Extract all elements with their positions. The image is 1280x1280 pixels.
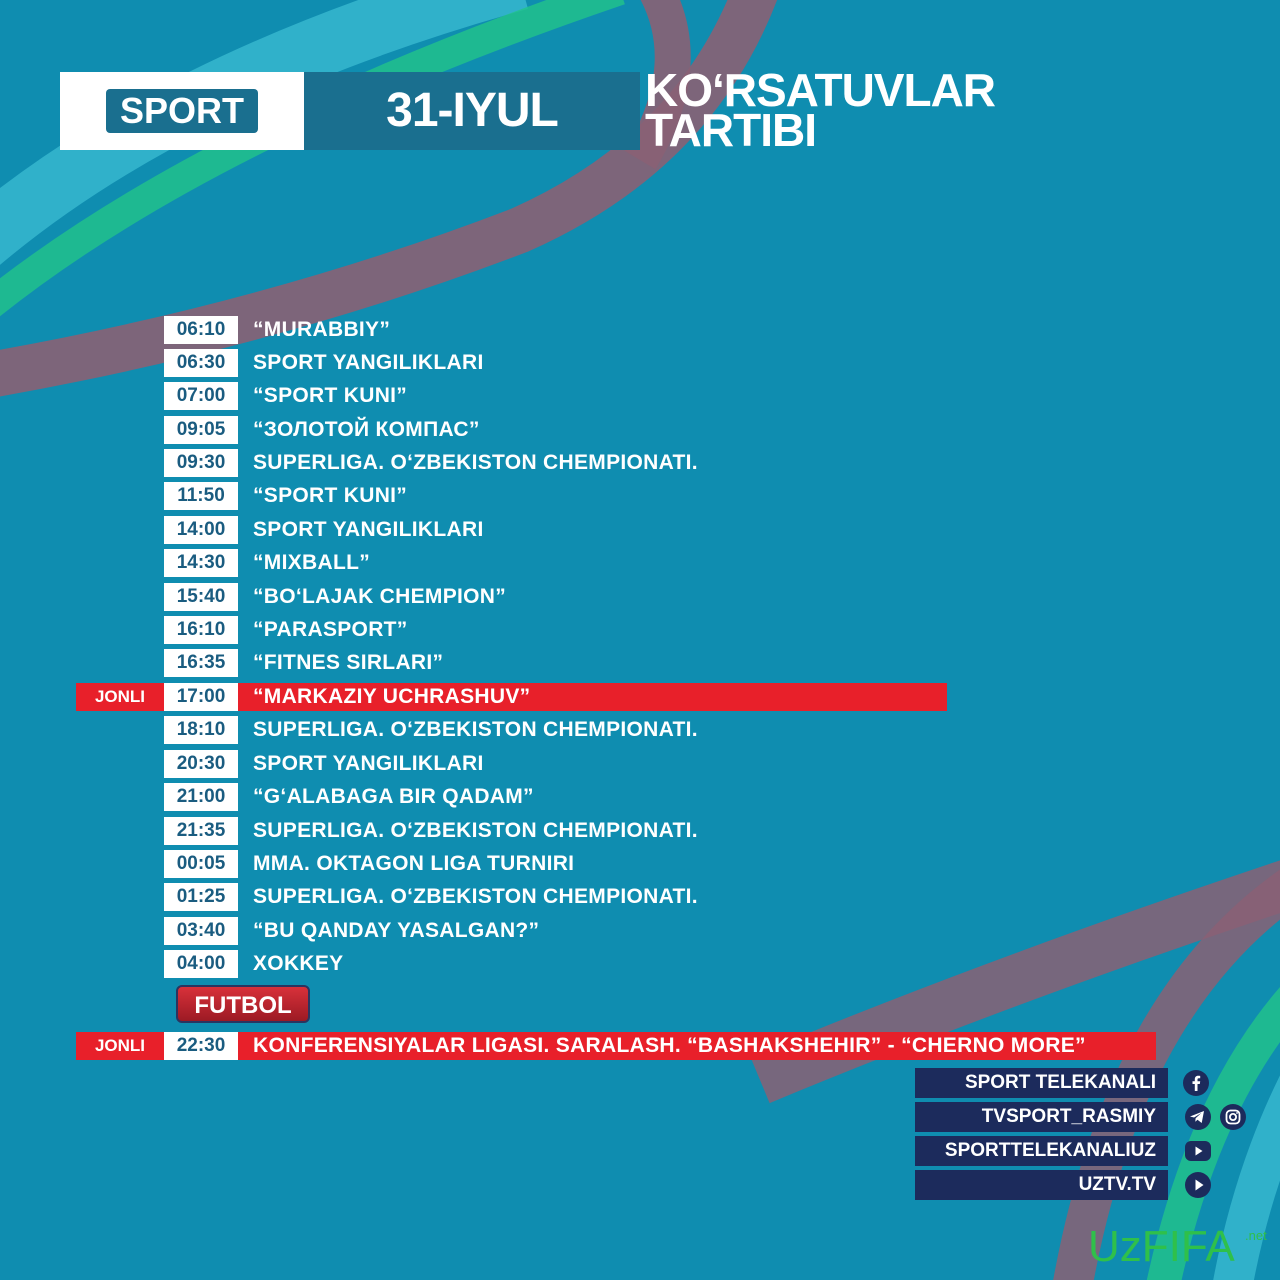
time-slot: 16:10 bbox=[164, 616, 238, 644]
program-title: “SPORT KUNI” bbox=[253, 384, 408, 407]
time-slot: 17:00 bbox=[164, 683, 238, 711]
program-title: KONFERENSIYALAR LIGASI. SARALASH. “BASHAKSHEHIR” - “CHERNO MORE” bbox=[253, 1034, 1086, 1057]
channel-logo: SPORT bbox=[106, 89, 258, 133]
social-link-uztv[interactable]: UZTV.TV bbox=[915, 1170, 1168, 1200]
time-slot: 16:35 bbox=[164, 649, 238, 677]
time-slot: 07:00 bbox=[164, 382, 238, 410]
channel-logo-box bbox=[60, 72, 304, 150]
social-link-facebook[interactable]: SPORT TELEKANALI bbox=[915, 1068, 1168, 1098]
time-slot: 18:10 bbox=[164, 716, 238, 744]
program-title: “MURABBIY” bbox=[253, 318, 391, 341]
program-title: “PARASPORT” bbox=[253, 618, 408, 641]
instagram-icon[interactable] bbox=[1219, 1103, 1247, 1131]
time-slot: 00:05 bbox=[164, 850, 238, 878]
youtube-icon[interactable] bbox=[1184, 1137, 1212, 1165]
program-title: “ЗОЛОТОЙ КОМПАС” bbox=[253, 418, 480, 441]
time-slot: 15:40 bbox=[164, 583, 238, 611]
time-slot: 04:00 bbox=[164, 950, 238, 978]
program-title: “FITNES SIRLARI” bbox=[253, 651, 444, 674]
live-badge: JONLI bbox=[94, 687, 146, 706]
program-title: “BU QANDAY YASALGAN?” bbox=[253, 919, 540, 942]
time-slot: 06:30 bbox=[164, 349, 238, 377]
time-slot: 22:30 bbox=[164, 1032, 238, 1060]
program-title: MMA. OKTAGON LIGA TURNIRI bbox=[253, 852, 575, 875]
program-title: “MIXBALL” bbox=[253, 551, 371, 574]
time-slot: 14:30 bbox=[164, 549, 238, 577]
social-link-youtube[interactable]: SPORTTELEKANALIUZ bbox=[915, 1136, 1168, 1166]
time-slot: 09:05 bbox=[164, 416, 238, 444]
time-slot: 03:40 bbox=[164, 917, 238, 945]
program-title: “BO‘LAJAK CHEMPION” bbox=[253, 585, 507, 608]
time-slot: 11:50 bbox=[164, 482, 238, 510]
page-title bbox=[645, 64, 996, 156]
program-title: XOKKEY bbox=[253, 952, 344, 975]
program-title: SUPERLIGA. O‘ZBEKISTON CHEMPIONATI. bbox=[253, 451, 698, 474]
program-title: SUPERLIGA. O‘ZBEKISTON CHEMPIONATI. bbox=[253, 819, 698, 842]
time-slot: 06:10 bbox=[164, 316, 238, 344]
social-link-telegram[interactable]: TVSPORT_RASMIY bbox=[915, 1102, 1168, 1132]
time-slot: 01:25 bbox=[164, 883, 238, 911]
program-title: SUPERLIGA. O‘ZBEKISTON CHEMPIONATI. bbox=[253, 885, 698, 908]
program-title: SUPERLIGA. O‘ZBEKISTON CHEMPIONATI. bbox=[253, 718, 698, 741]
play-icon[interactable] bbox=[1184, 1171, 1212, 1199]
program-title: SPORT YANGILIKLARI bbox=[253, 351, 484, 374]
title-line-1: KO‘RSATUVLAR bbox=[645, 64, 996, 116]
time-slot: 21:00 bbox=[164, 783, 238, 811]
program-title: “MARKAZIY UCHRASHUV” bbox=[253, 685, 531, 708]
time-slot: 21:35 bbox=[164, 817, 238, 845]
facebook-icon[interactable] bbox=[1182, 1069, 1210, 1097]
futbol-channel-logo: FUTBOL bbox=[176, 985, 310, 1023]
live-badge: JONLI bbox=[94, 1036, 146, 1055]
program-title: SPORT YANGILIKLARI bbox=[253, 752, 484, 775]
title-line-2: TARTIBI bbox=[645, 104, 817, 156]
program-title: “G‘ALABAGA BIR QADAM” bbox=[253, 785, 534, 808]
time-slot: 14:00 bbox=[164, 516, 238, 544]
program-title: “SPORT KUNI” bbox=[253, 484, 408, 507]
uzfifa-watermark-suffix: .net bbox=[1245, 1228, 1267, 1243]
uzfifa-watermark: UzFIFA bbox=[1088, 1222, 1235, 1271]
program-title: SPORT YANGILIKLARI bbox=[253, 518, 484, 541]
schedule-date: 31-IYUL bbox=[304, 72, 640, 150]
time-slot: 20:30 bbox=[164, 750, 238, 778]
time-slot: 09:30 bbox=[164, 449, 238, 477]
telegram-icon[interactable] bbox=[1184, 1103, 1212, 1131]
